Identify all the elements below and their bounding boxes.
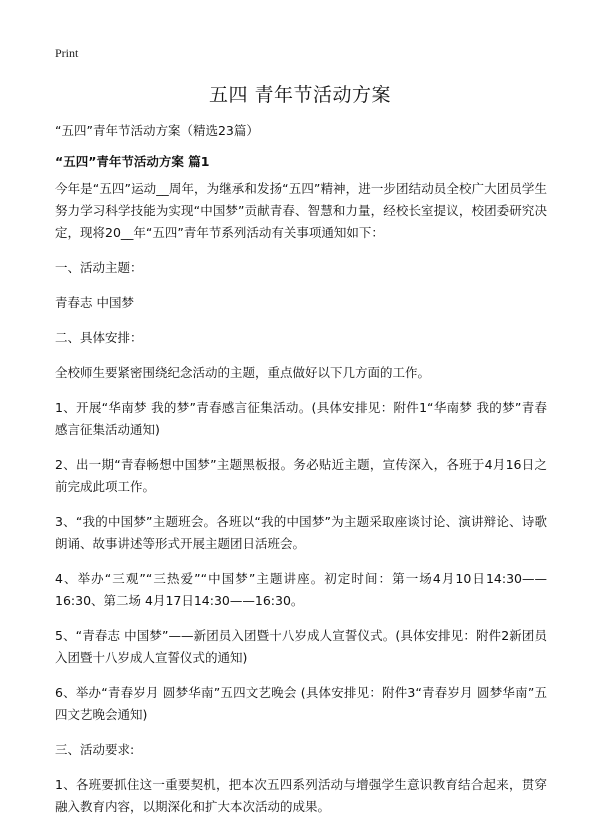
paragraph-overview: 全校师生要紧密围绕纪念活动的主题，重点做好以下几方面的工作。 [55, 365, 431, 380]
list-item-2: 2、出一期“青春畅想中国梦”主题黑板报。务必贴近主题，宣传深入，各班于4月16日之前完成此项工作。 [55, 457, 547, 494]
document-title: 五四 青年节活动方案 [208, 84, 392, 106]
list-item-6: 6、举办“青春岁月 圆梦华南”五四文艺晚会 (具体安排见：附件3“青春岁月 圆梦华南”五四文艺晚会通知) [55, 685, 547, 722]
document-subtitle: “五四”青年节活动方案（精选23篇） [55, 123, 259, 138]
requirement-item-1: 1、各班要抓住这一重要契机，把本次五四系列活动与增强学生意识教育结合起来，贯穿融入教育内容，以期深化和扩大本次活动的成果。 [55, 777, 547, 814]
list-item-5: 5、“青春志 中国梦”——新团员入团暨十八岁成人宣誓仪式。(具体安排见：附件2新团员入团暨十八岁成人宣誓仪式的通知) [55, 628, 547, 665]
paragraph-intro: 今年是“五四”运动__周年，为继承和发扬“五四”精神，进一步团结动员全校广大团员学生努力学习科学技能为实现“中国梦”贡献青春、智慧和力量，经校长室提议，校团委研究决定，现将20__年“五四”青年节系列活动有关事项通知如下： [55, 181, 547, 240]
heading-requirements: 三、活动要求: [55, 742, 135, 757]
document-body [55, 178, 547, 831]
list-item-3: 3、“我的中国梦”主题班会。各班以“我的中国梦”为主题采取座谈讨论、演讲辩论、诗歌朗诵、故事讲述等形式开展主题团日活班会。 [55, 514, 547, 551]
print-label: Print [55, 46, 79, 60]
paragraph-theme: 青春志 中国梦 [55, 295, 134, 310]
heading-activity-theme: 一、活动主题： [55, 260, 143, 275]
list-item-4: 4、举办“三观”“三热爱”“中国梦”主题讲座。初定时间：第一场4月10日14:30——16:30、第二场 4月17日14:30——16:30。 [55, 571, 547, 608]
section-title: “五四”青年节活动方案 篇1 [55, 154, 210, 169]
heading-arrangements: 二、具体安排： [55, 330, 143, 345]
list-item-1: 1、开展“华南梦 我的梦”青春感言征集活动。(具体安排见：附件1“华南梦 我的梦”青春感言征集活动通知) [55, 400, 547, 437]
